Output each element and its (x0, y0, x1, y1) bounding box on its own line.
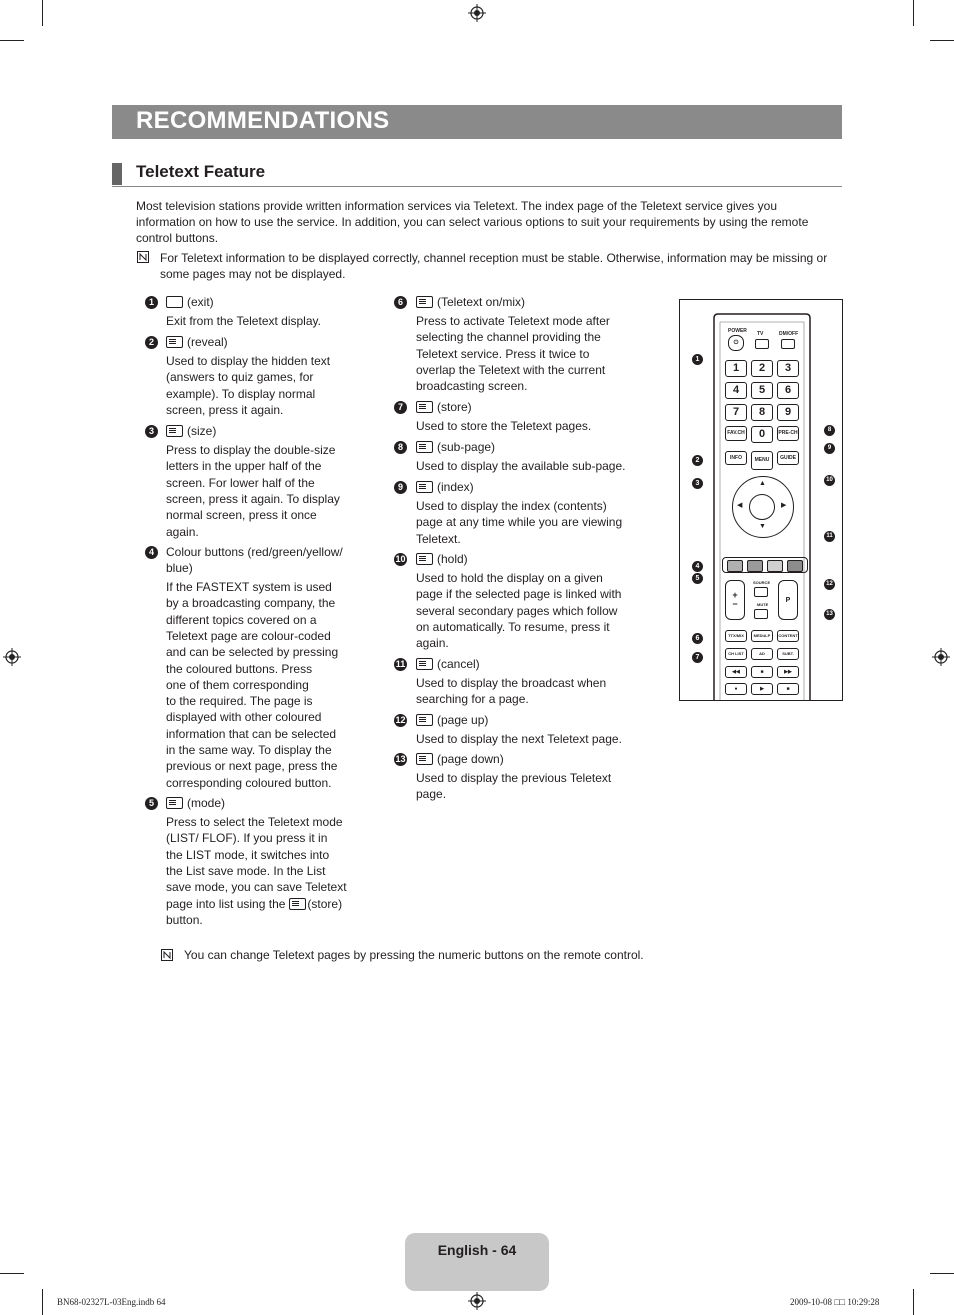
callout-number-badge: 8 (824, 425, 835, 436)
item-number-badge: 10 (395, 554, 406, 564)
item-description-line (166, 369, 313, 385)
item-description-line (416, 514, 622, 530)
item-description-line (416, 731, 622, 747)
item-description-text: the coloured buttons. Press (166, 661, 313, 676)
item-description-text: Press to select the Teletext mode (166, 815, 343, 829)
note-line: For Teletext information to be displayed correctly, channel reception must be stable. Otherwise, information may be missing or (160, 251, 828, 265)
item-description-text: again. (166, 524, 199, 539)
item-description-text: overlap the Teletext with the current (416, 362, 606, 377)
print-date-info: 2009-10-08 □□ 10:29:28 (790, 1297, 880, 1307)
item-description-text: page. (416, 787, 447, 802)
digit-button[interactable]: 3 (777, 360, 799, 377)
item-description-line (416, 770, 611, 786)
item-description-line (166, 353, 330, 369)
note-icon (137, 251, 149, 263)
item-description-line (166, 579, 332, 595)
item-number-badge: 6 (394, 296, 407, 309)
note-icon (161, 949, 173, 961)
digit-button[interactable]: 9 (777, 404, 799, 421)
color-buttons-frame (722, 557, 808, 573)
item-description-line (166, 313, 321, 329)
item-number-badge: 2 (145, 336, 158, 349)
item-label (166, 423, 216, 439)
item-description-line (166, 524, 199, 540)
callout-number-badge: 11 (824, 531, 835, 542)
registration-mark-icon (468, 1292, 486, 1310)
item-description-text: by a broadcasting company, the (166, 596, 336, 611)
intro-line: information on how to use the service. In addition, you can select various options to suit your requirements by using the remote (136, 215, 809, 229)
item-description-line (166, 879, 347, 895)
store-key-icon (289, 898, 306, 910)
callout-number-badge: 1 (692, 354, 703, 365)
teletext-key-icon (416, 553, 433, 565)
crop-mark (42, 0, 43, 26)
item-description-text: Used to display the hidden text (166, 354, 331, 368)
item-description-line (166, 677, 309, 693)
playback-button[interactable]: ◀◀ (725, 666, 747, 678)
item-description-text: Used to display the available sub-page. (416, 459, 626, 473)
playback-button[interactable]: ▶ (751, 683, 773, 695)
item-description-line (416, 458, 625, 474)
arrow-icon[interactable]: ▼ (759, 523, 766, 530)
digit-button[interactable]: 5 (751, 382, 773, 399)
item-label (416, 551, 468, 567)
tv-label: TV (757, 331, 764, 337)
item-label (166, 294, 214, 310)
item-description-line (166, 863, 325, 879)
callout-number-badge: 6 (692, 633, 703, 644)
item-description-line (166, 726, 336, 742)
item-number-badge: 7 (394, 401, 407, 414)
bottom-note: You can change Teletext pages by pressing the numeric buttons on the remote control. (184, 948, 644, 962)
section-marker (112, 163, 122, 185)
item-number-badge: 9 (394, 481, 407, 494)
item-label: blue) (166, 561, 193, 575)
item-label (416, 439, 495, 455)
enter-button[interactable] (749, 494, 775, 520)
item-description-text: Teletext service. Press it twice to (416, 346, 590, 361)
crop-mark (0, 40, 24, 41)
pre-ch-button[interactable]: PRE-CH (777, 426, 799, 441)
item-description-line (416, 531, 461, 547)
item-description-line (166, 386, 315, 402)
section-divider (112, 186, 842, 187)
mute-button[interactable] (754, 609, 768, 619)
item-description-text: example). To display normal (166, 386, 316, 401)
item-description-line (166, 507, 317, 523)
item-description-text: Teletext page are colour-coded (166, 628, 331, 643)
item-description-text: again. (416, 636, 449, 651)
teletext-key-icon (416, 753, 433, 765)
item-description-line (166, 458, 321, 474)
item-description-line (416, 378, 527, 394)
teletext-key-icon (416, 296, 433, 308)
item-number-badge: 1 (145, 296, 158, 309)
guide-button[interactable]: GUIDE (777, 451, 799, 465)
item-description-line (416, 675, 606, 691)
tv-button[interactable] (755, 339, 769, 349)
item-label (416, 712, 488, 728)
item-description-line (416, 418, 591, 434)
item-label-text: (mode) (187, 796, 226, 810)
print-file-info: BN68-02327L-03Eng.indb 64 (57, 1297, 166, 1307)
teletext-key-icon (416, 714, 433, 726)
callout-number-badge: 5 (692, 573, 703, 584)
item-description-line (416, 586, 621, 602)
item-number-badge: 11 (395, 659, 406, 669)
item-description-line (166, 830, 327, 846)
item-label-text: (Teletext on/mix) (437, 295, 526, 309)
item-description-line (416, 329, 601, 345)
page-number-tab (405, 1233, 549, 1291)
item-label-text: (size) (187, 424, 217, 438)
inline-store-label: (store) (307, 896, 343, 911)
item-description-text: in the same way. To display the (166, 743, 332, 757)
power-button[interactable]: ⏻ (728, 335, 744, 351)
digit-button[interactable]: 4 (725, 382, 747, 399)
item-description-text: Used to display the previous Teletext (416, 771, 612, 785)
item-label-text: (reveal) (187, 335, 228, 349)
item-description-line (166, 402, 283, 418)
item-description-line (166, 912, 203, 928)
item-description-text: and can be selected by pressing (166, 645, 339, 660)
item-label: Colour buttons (red/green/yellow/ (166, 545, 343, 559)
item-label-text: (page down) (437, 752, 504, 766)
teletext-key-icon (416, 401, 433, 413)
item-description-line (416, 313, 610, 329)
dmoff-label: DM/OFF (779, 331, 799, 337)
item-description-text: searching for a page. (416, 692, 529, 707)
item-description-line (166, 628, 331, 644)
source-button[interactable] (754, 587, 768, 597)
item-description-line (166, 693, 313, 709)
ad-button[interactable]: AD (751, 648, 773, 660)
item-description-line (416, 635, 449, 651)
item-number-badge: 13 (395, 754, 406, 764)
item-label (166, 334, 228, 350)
subt-button[interactable]: SUBT. (777, 648, 799, 660)
item-description-text: screen. For lower half of the (166, 475, 315, 490)
crop-mark (42, 1289, 43, 1315)
media-p-button[interactable]: MEDIA.P (751, 630, 773, 642)
item-description-line (166, 847, 329, 863)
note-paragraph (160, 250, 850, 282)
note-line: some pages may not be displayed. (160, 267, 346, 281)
item-description-text: the LIST mode, it switches into (166, 847, 330, 862)
mute-label: MUTE (757, 602, 769, 607)
digit-button[interactable]: 0 (751, 426, 773, 443)
item-description-text: (LIST/ FLOF). If you press it in (166, 831, 328, 846)
item-description-text: screen, press it again. To display (166, 491, 340, 506)
teletext-key-icon (416, 658, 433, 670)
item-description-text: previous or next page, press the (166, 759, 338, 774)
item-description-text: Used to store the Teletext pages. (416, 419, 592, 433)
arrow-icon[interactable]: ◀ (737, 502, 743, 509)
item-description-line (166, 742, 332, 758)
item-description-line (166, 442, 335, 458)
source-label: SOURCE (753, 580, 771, 585)
playback-button[interactable]: ● (725, 683, 747, 695)
item-description-line (416, 691, 529, 707)
callout-number-badge: 7 (692, 652, 703, 663)
item-description-text: screen, press it again. (166, 402, 284, 417)
callout-number-badge: 3 (692, 478, 703, 489)
item-number-badge: 12 (395, 715, 406, 725)
item-description-text: on automatically. To resume, press it (416, 619, 610, 634)
item-description-text: Used to hold the display on a given (416, 571, 603, 585)
item-label (416, 479, 474, 495)
teletext-key-icon (416, 481, 433, 493)
item-number-badge: 4 (145, 546, 158, 559)
item-description-text: If the FASTEXT system is used (166, 580, 332, 594)
page-number: English - 64 (437, 1242, 517, 1258)
playback-button[interactable]: ▶▶ (777, 666, 799, 678)
item-description-text: corresponding coloured button. (166, 775, 332, 790)
teletext-key-icon (166, 425, 183, 437)
ttx-mix-button[interactable]: TTX/MIX (725, 630, 747, 642)
teletext-key-icon (166, 296, 183, 308)
item-description-line (166, 775, 331, 791)
item-label-text: (exit) (187, 295, 214, 309)
item-description-line (416, 362, 605, 378)
item-description-line (166, 814, 343, 830)
ch-list-button[interactable]: CH LIST (725, 648, 747, 660)
menu-button[interactable]: MENU (751, 451, 773, 470)
playback-button[interactable]: ■ (751, 666, 773, 678)
digit-button[interactable]: 6 (777, 382, 799, 399)
arrow-icon[interactable]: ▲ (759, 480, 766, 487)
item-description-line (416, 619, 610, 635)
item-description-line (166, 709, 321, 725)
item-description-text: page if the selected page is linked with (416, 587, 622, 602)
item-number-badge: 8 (394, 441, 407, 454)
item-description-line (416, 786, 446, 802)
item-description-text: page into list using the (166, 896, 286, 911)
item-description-line (166, 595, 335, 611)
item-label (416, 294, 525, 310)
item-number-badge: 3 (145, 425, 158, 438)
teletext-key-icon (416, 441, 433, 453)
crop-mark (913, 0, 914, 26)
item-description-text: page at any time while you are viewing (416, 515, 623, 530)
item-description-text: (answers to quiz games, for (166, 370, 314, 385)
item-label-text: (page up) (437, 713, 489, 727)
item-description-text: different topics covered on a (166, 612, 317, 627)
section-title: Teletext Feature (136, 162, 266, 181)
channel-rocker[interactable]: P (778, 580, 798, 620)
item-description-text: Used to display the broadcast when (416, 676, 607, 690)
item-number-badge: 5 (145, 797, 158, 810)
playback-button[interactable]: ■ (777, 683, 799, 695)
item-label (416, 656, 480, 672)
teletext-key-icon (166, 797, 183, 809)
registration-mark-icon (3, 648, 21, 666)
intro-line: Most television stations provide written information services via Teletext. The index page of the Teletext service gives you (136, 199, 777, 213)
item-description-text: several secondary pages which follow (416, 603, 618, 618)
item-description-text: one of them corresponding (166, 677, 309, 692)
item-label-text: (store) (437, 400, 472, 414)
item-label-text: (cancel) (437, 657, 480, 671)
intro-paragraph (136, 198, 846, 246)
item-description-text: displayed with other coloured (166, 710, 322, 725)
digit-button[interactable]: 8 (751, 404, 773, 421)
item-description-line (416, 570, 603, 586)
page-banner (112, 105, 842, 139)
item-label (416, 751, 504, 767)
remote-illustration (679, 299, 843, 701)
item-description-line (166, 758, 337, 774)
arrow-icon[interactable]: ▶ (781, 502, 787, 509)
item-description-text: Press to display the double-size (166, 443, 336, 457)
item-description-line (166, 644, 338, 660)
item-description-text: Used to display the index (contents) (416, 499, 607, 513)
callout-number-badge: 10 (824, 475, 835, 486)
item-description-text: to the required. The page is (166, 694, 313, 709)
item-description-line (166, 475, 315, 491)
item-label-text: (hold) (437, 552, 468, 566)
digit-button[interactable]: 2 (751, 360, 773, 377)
item-description-text: selecting the channel providing the (416, 330, 601, 345)
item-description-text: button. (166, 912, 203, 927)
callout-number-badge: 9 (824, 443, 835, 454)
item-description-text: Press to activate Teletext mode after (416, 314, 610, 328)
item-description-line (166, 491, 340, 507)
intro-line: control buttons. (136, 231, 219, 245)
power-label: POWER (728, 328, 747, 334)
digit-button[interactable]: 7 (725, 404, 747, 421)
registration-mark-icon (932, 648, 950, 666)
callout-number-badge: 13 (824, 609, 835, 620)
item-description-line (416, 346, 589, 362)
callout-number-badge: 4 (692, 561, 703, 572)
item-label-text: (index) (437, 480, 474, 494)
item-label-text: (sub-page) (437, 440, 496, 454)
item-description-text: information that can be selected (166, 726, 337, 741)
teletext-key-icon (166, 336, 183, 348)
item-description-line (416, 603, 617, 619)
callout-number-badge: 2 (692, 455, 703, 466)
crop-mark (930, 1273, 954, 1274)
info-button[interactable]: INFO (725, 451, 747, 465)
item-description-text: broadcasting screen. (416, 379, 528, 394)
item-description-line (166, 612, 317, 628)
crop-mark (913, 1289, 914, 1315)
crop-mark (0, 1273, 24, 1274)
item-description-line (166, 896, 342, 912)
item-description-text: normal screen, press it once (166, 508, 317, 523)
banner-title: RECOMMENDATIONS (136, 107, 390, 134)
item-label (166, 795, 225, 811)
callout-number-badge: 12 (824, 579, 835, 590)
fav-ch-button[interactable]: FAV.CH (725, 426, 747, 441)
item-description-text: the List save mode. In the List (166, 863, 326, 878)
item-description-text: Teletext. (416, 531, 461, 546)
item-description-text: Used to display the next Teletext page. (416, 732, 622, 746)
item-description-text: Exit from the Teletext display. (166, 314, 321, 328)
dmoff-button[interactable] (781, 339, 795, 349)
item-description-line (416, 498, 607, 514)
item-description-line (166, 661, 312, 677)
content-button[interactable]: CONTENT (777, 630, 799, 642)
item-description-text: save mode, you can save Teletext (166, 880, 347, 895)
registration-mark-icon (468, 4, 486, 22)
volume-rocker[interactable]: + − (725, 580, 745, 620)
item-description-text: letters in the upper half of the (166, 459, 322, 474)
digit-button[interactable]: 1 (725, 360, 747, 377)
item-label (416, 399, 472, 415)
crop-mark (930, 40, 954, 41)
